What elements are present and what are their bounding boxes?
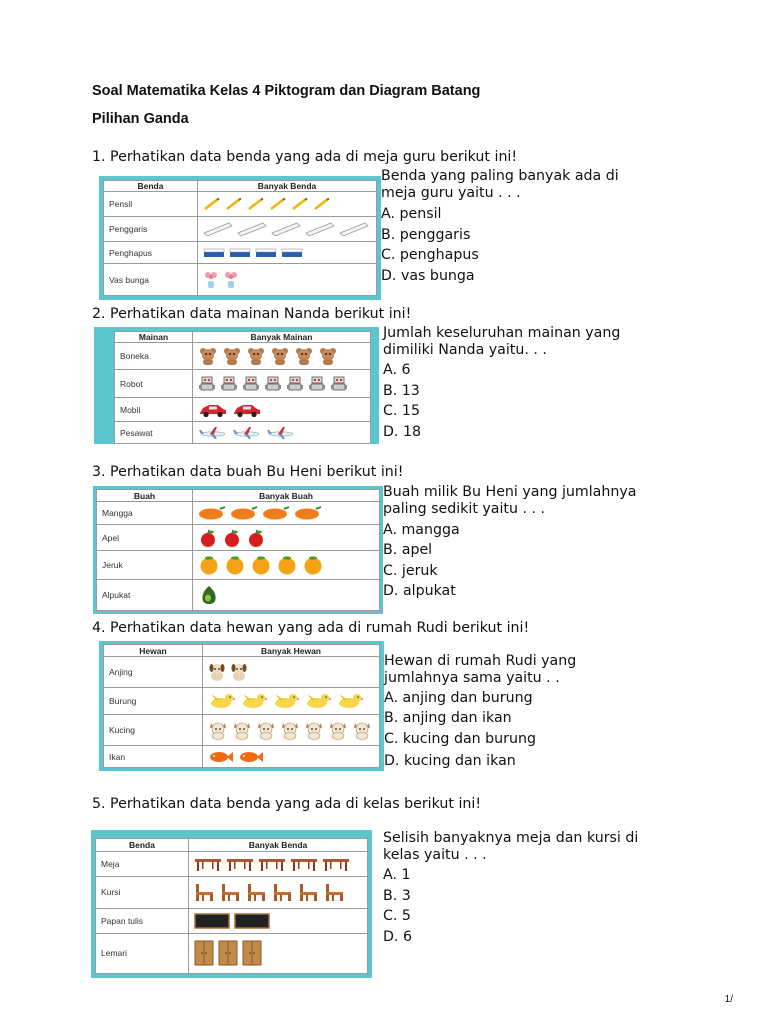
icon-row bbox=[208, 720, 379, 740]
mango-icon bbox=[198, 505, 226, 521]
cupboard-icon bbox=[242, 940, 262, 966]
row-label: Jeruk bbox=[97, 551, 193, 580]
icon-row bbox=[198, 426, 370, 440]
column-header: Buah bbox=[97, 490, 193, 502]
chair-icon bbox=[324, 882, 346, 902]
airplane-icon bbox=[266, 426, 296, 440]
teddy-bear-icon bbox=[318, 347, 338, 365]
icon-row bbox=[198, 375, 370, 393]
column-header: Benda bbox=[104, 181, 198, 192]
prompt-line: Benda yang paling banyak ada di bbox=[381, 168, 619, 184]
flower-vase-icon bbox=[223, 271, 239, 289]
row-label: Burung bbox=[104, 687, 203, 715]
cat-icon bbox=[328, 720, 348, 740]
column-header: Hewan bbox=[104, 645, 203, 657]
pencil-icon bbox=[203, 197, 221, 211]
row-label: Kucing bbox=[104, 715, 203, 746]
cat-icon bbox=[208, 720, 228, 740]
question-2-heading: 2. Perhatikan data mainan Nanda berikut ini! bbox=[92, 306, 412, 322]
icon-row bbox=[194, 913, 367, 929]
ruler-icon bbox=[203, 222, 233, 236]
option-d: D. 6 bbox=[383, 929, 412, 945]
icon-row bbox=[198, 347, 370, 365]
mango-icon bbox=[262, 505, 290, 521]
orange-icon bbox=[302, 555, 324, 575]
robot-icon bbox=[286, 375, 304, 393]
icon-row bbox=[203, 271, 376, 289]
option-d: D. 18 bbox=[383, 424, 421, 440]
icon-row bbox=[198, 555, 379, 575]
table-icon bbox=[194, 856, 222, 872]
robot-icon bbox=[220, 375, 238, 393]
icon-row bbox=[203, 222, 376, 236]
pictogram-table bbox=[103, 180, 377, 296]
prompt-line: meja guru yaitu . . . bbox=[381, 185, 521, 201]
robot-icon bbox=[330, 375, 348, 393]
mango-icon bbox=[230, 505, 258, 521]
blackboard-icon bbox=[234, 913, 270, 929]
icon-row bbox=[198, 529, 379, 547]
bird-icon bbox=[240, 692, 268, 710]
chair-icon bbox=[194, 882, 216, 902]
option-c: C. kucing dan burung bbox=[384, 731, 536, 747]
cupboard-icon bbox=[218, 940, 238, 966]
row-label: Pesawat bbox=[115, 422, 193, 444]
column-header: Banyak Benda bbox=[198, 181, 377, 192]
eraser-icon bbox=[255, 247, 277, 259]
question-5-heading: 5. Perhatikan data benda yang ada di kelas berikut ini! bbox=[92, 796, 482, 812]
option-d: D. alpukat bbox=[383, 583, 456, 599]
cat-icon bbox=[304, 720, 324, 740]
prompt-line: Selisih banyaknya meja dan kursi di bbox=[383, 830, 639, 846]
row-label: Penghapus bbox=[104, 242, 198, 264]
row-label: Kursi bbox=[96, 877, 189, 908]
question-1-prompt bbox=[381, 168, 619, 202]
page-number: 1/ bbox=[724, 994, 733, 1005]
question-3-pictogram bbox=[93, 486, 383, 614]
apple-icon bbox=[222, 529, 242, 547]
table-icon bbox=[226, 856, 254, 872]
option-a: A. 1 bbox=[383, 867, 411, 883]
orange-icon bbox=[276, 555, 298, 575]
question-1-pictogram bbox=[99, 176, 381, 300]
cupboard-icon bbox=[194, 940, 214, 966]
icon-row bbox=[194, 940, 367, 966]
column-header: Banyak Benda bbox=[189, 839, 368, 852]
ruler-icon bbox=[237, 222, 267, 236]
column-header: Banyak Buah bbox=[193, 490, 380, 502]
flower-vase-icon bbox=[203, 271, 219, 289]
bird-icon bbox=[272, 692, 300, 710]
prompt-line: jumlahnya sama yaitu . . bbox=[384, 670, 560, 686]
chair-icon bbox=[298, 882, 320, 902]
question-4-prompt bbox=[384, 653, 576, 687]
question-4-heading: 4. Perhatikan data hewan yang ada di rumah Rudi berikut ini! bbox=[92, 620, 530, 636]
airplane-icon bbox=[232, 426, 262, 440]
apple-icon bbox=[198, 529, 218, 547]
pencil-icon bbox=[247, 197, 265, 211]
avocado-icon bbox=[198, 584, 220, 606]
icon-row bbox=[194, 856, 367, 872]
cat-icon bbox=[352, 720, 372, 740]
row-label: Apel bbox=[97, 525, 193, 551]
orange-icon bbox=[250, 555, 272, 575]
dog-icon bbox=[230, 662, 248, 682]
teddy-bear-icon bbox=[222, 347, 242, 365]
teddy-bear-icon bbox=[246, 347, 266, 365]
pencil-icon bbox=[269, 197, 287, 211]
column-header: Banyak Mainan bbox=[193, 332, 371, 343]
pictogram-table bbox=[96, 489, 380, 611]
bird-icon bbox=[304, 692, 332, 710]
ruler-icon bbox=[271, 222, 301, 236]
prompt-line: Buah milik Bu Heni yang jumlahnya bbox=[383, 484, 637, 500]
row-label: Anjing bbox=[104, 657, 203, 688]
eraser-icon bbox=[229, 247, 251, 259]
cat-icon bbox=[256, 720, 276, 740]
teddy-bear-icon bbox=[294, 347, 314, 365]
option-b: B. apel bbox=[383, 542, 433, 558]
column-header: Mainan bbox=[115, 332, 193, 343]
icon-row bbox=[198, 505, 379, 521]
blackboard-icon bbox=[194, 913, 230, 929]
option-c: C. 15 bbox=[383, 403, 420, 419]
option-d: D. vas bunga bbox=[381, 268, 475, 284]
row-label: Ikan bbox=[104, 746, 203, 768]
robot-icon bbox=[198, 375, 216, 393]
icon-row bbox=[198, 402, 370, 418]
column-header: Banyak Hewan bbox=[203, 645, 380, 657]
fish-icon bbox=[208, 750, 234, 764]
option-a: A. anjing dan burung bbox=[384, 690, 533, 706]
option-b: B. penggaris bbox=[381, 227, 471, 243]
car-icon bbox=[232, 402, 262, 418]
row-label: Alpukat bbox=[97, 579, 193, 610]
icon-row bbox=[198, 584, 379, 606]
option-a: A. 6 bbox=[383, 362, 411, 378]
pencil-icon bbox=[291, 197, 309, 211]
option-c: C. penghapus bbox=[381, 247, 479, 263]
row-label: Penggaris bbox=[104, 217, 198, 242]
option-b: B. 13 bbox=[383, 383, 420, 399]
mango-icon bbox=[294, 505, 322, 521]
prompt-line: dimiliki Nanda yaitu. . . bbox=[383, 342, 547, 358]
cat-icon bbox=[232, 720, 252, 740]
bird-icon bbox=[208, 692, 236, 710]
robot-icon bbox=[242, 375, 260, 393]
option-c: C. jeruk bbox=[383, 563, 438, 579]
orange-icon bbox=[198, 555, 220, 575]
question-2-pictogram bbox=[94, 327, 379, 444]
airplane-icon bbox=[198, 426, 228, 440]
ruler-icon bbox=[339, 222, 369, 236]
chair-icon bbox=[220, 882, 242, 902]
dog-icon bbox=[208, 662, 226, 682]
row-label: Vas bunga bbox=[104, 264, 198, 296]
orange-icon bbox=[224, 555, 246, 575]
question-5-prompt bbox=[383, 830, 638, 864]
prompt-line: kelas yaitu . . . bbox=[383, 847, 487, 863]
option-b: B. 3 bbox=[383, 888, 411, 904]
prompt-line: paling sedikit yaitu . . . bbox=[383, 501, 546, 517]
eraser-icon bbox=[281, 247, 303, 259]
pictogram-table bbox=[103, 644, 380, 768]
row-label: Mangga bbox=[97, 502, 193, 525]
icon-row bbox=[208, 692, 379, 710]
row-label: Meja bbox=[96, 852, 189, 877]
table-icon bbox=[322, 856, 350, 872]
robot-icon bbox=[264, 375, 282, 393]
table-icon bbox=[258, 856, 286, 872]
icon-row bbox=[203, 247, 376, 259]
document-title: Soal Matematika Kelas 4 Piktogram dan Diagram Batang bbox=[92, 83, 481, 99]
chair-icon bbox=[246, 882, 268, 902]
question-5-pictogram bbox=[91, 830, 372, 978]
car-icon bbox=[198, 402, 228, 418]
option-b: B. anjing dan ikan bbox=[384, 710, 512, 726]
pencil-icon bbox=[225, 197, 243, 211]
question-3-prompt bbox=[383, 484, 636, 518]
table-icon bbox=[290, 856, 318, 872]
pictogram-table bbox=[114, 331, 371, 444]
icon-row bbox=[194, 882, 367, 902]
row-label: Boneka bbox=[115, 343, 193, 370]
ruler-icon bbox=[305, 222, 335, 236]
question-2-prompt bbox=[383, 325, 620, 359]
icon-row bbox=[208, 750, 379, 764]
eraser-icon bbox=[203, 247, 225, 259]
teddy-bear-icon bbox=[198, 347, 218, 365]
fish-icon bbox=[238, 750, 264, 764]
cat-icon bbox=[280, 720, 300, 740]
question-3-heading: 3. Perhatikan data buah Bu Heni berikut ini! bbox=[92, 464, 404, 480]
row-label: Lemari bbox=[96, 933, 189, 973]
bird-icon bbox=[336, 692, 364, 710]
chair-icon bbox=[272, 882, 294, 902]
question-1-heading: 1. Perhatikan data benda yang ada di meja guru berikut ini! bbox=[92, 149, 518, 165]
question-4-pictogram bbox=[99, 641, 384, 771]
robot-icon bbox=[308, 375, 326, 393]
section-subtitle: Pilihan Ganda bbox=[92, 111, 189, 127]
option-d: D. kucing dan ikan bbox=[384, 753, 516, 769]
option-c: C. 5 bbox=[383, 908, 411, 924]
teddy-bear-icon bbox=[270, 347, 290, 365]
row-label: Robot bbox=[115, 370, 193, 397]
row-label: Pensil bbox=[104, 192, 198, 217]
option-a: A. mangga bbox=[383, 522, 460, 538]
prompt-line: Hewan di rumah Rudi yang bbox=[384, 653, 577, 669]
pencil-icon bbox=[313, 197, 331, 211]
row-label: Papan tulis bbox=[96, 908, 189, 933]
pictogram-table bbox=[95, 838, 368, 974]
row-label: Mobil bbox=[115, 397, 193, 422]
prompt-line: Jumlah keseluruhan mainan yang bbox=[383, 325, 621, 341]
apple-icon bbox=[246, 529, 266, 547]
icon-row bbox=[208, 662, 379, 682]
option-a: A. pensil bbox=[381, 206, 442, 222]
icon-row bbox=[203, 197, 376, 211]
column-header: Benda bbox=[96, 839, 189, 852]
